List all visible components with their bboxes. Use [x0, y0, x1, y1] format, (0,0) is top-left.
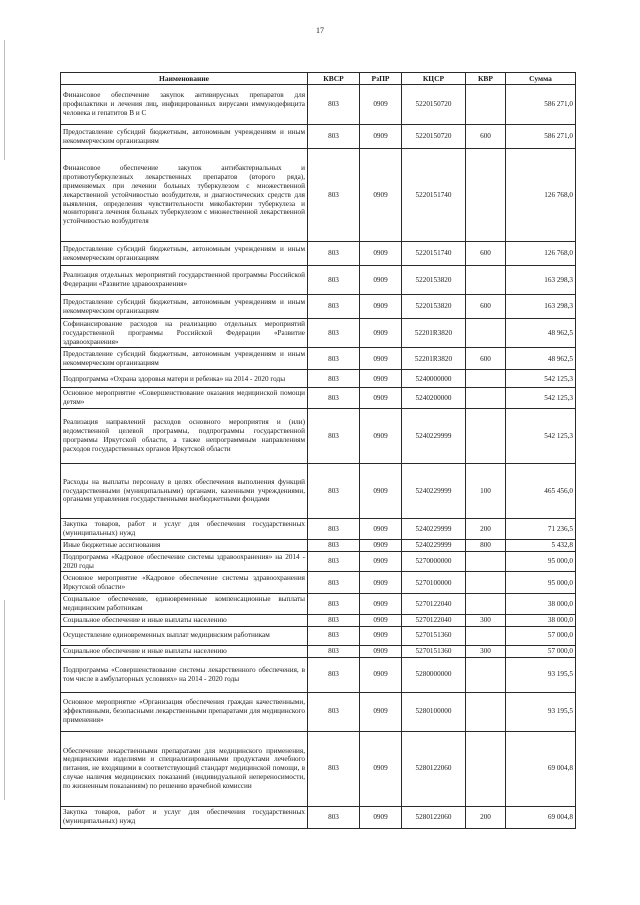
row-rzpr-cell: 0909	[360, 572, 402, 594]
budget-table	[60, 72, 576, 829]
row-name-cell: Расходы на выплаты персоналу в целях обеспечения выполнения функций государственными (муниципальными) органами, казенными учреждениями, органами управления государственными внебюджетными фондами	[61, 464, 308, 519]
row-rzpr-cell: 0909	[360, 464, 402, 519]
row-rzpr-cell: 0909	[360, 731, 402, 806]
row-kvr-cell: 200	[466, 519, 506, 540]
row-kvsr-cell: 803	[308, 409, 360, 464]
row-kvsr-cell: 803	[308, 594, 360, 615]
row-sum-cell: 93 195,5	[506, 692, 576, 731]
table-row	[61, 370, 576, 388]
row-kcsr-cell: 5240229999	[402, 519, 466, 540]
row-kvr-cell	[466, 85, 506, 125]
row-name-cell: Предоставление субсидий бюджетным, автономным учреждениям и иным некоммерческим организациям	[61, 348, 308, 370]
row-rzpr-cell: 0909	[360, 594, 402, 615]
row-kcsr-cell: 5240229999	[402, 540, 466, 552]
row-kvsr-cell: 803	[308, 806, 360, 828]
row-sum-cell: 57 000,0	[506, 626, 576, 645]
row-kvr-cell	[466, 594, 506, 615]
row-rzpr-cell: 0909	[360, 409, 402, 464]
row-kcsr-cell: 5240000000	[402, 370, 466, 388]
row-kcsr-cell: 5270000000	[402, 551, 466, 572]
row-kcsr-cell: 5270122040	[402, 614, 466, 626]
row-sum-cell: 586 271,0	[506, 85, 576, 125]
row-kvsr-cell: 803	[308, 731, 360, 806]
row-rzpr-cell: 0909	[360, 266, 402, 295]
row-kcsr-cell: 5280000000	[402, 657, 466, 692]
row-sum-cell: 5 432,8	[506, 540, 576, 552]
row-kcsr-cell: 5220153820	[402, 266, 466, 295]
row-kvsr-cell: 803	[308, 266, 360, 295]
row-kvr-cell	[466, 319, 506, 348]
row-kvr-cell	[466, 657, 506, 692]
row-sum-cell: 586 271,0	[506, 125, 576, 149]
row-kcsr-cell: 5280122060	[402, 731, 466, 806]
row-kvr-cell	[466, 149, 506, 242]
row-kcsr-cell: 52201R3820	[402, 319, 466, 348]
row-rzpr-cell: 0909	[360, 319, 402, 348]
row-sum-cell: 38 000,0	[506, 614, 576, 626]
row-kvr-cell	[466, 370, 506, 388]
table-row	[61, 295, 576, 319]
table-row	[61, 731, 576, 806]
row-kcsr-cell: 5220150720	[402, 125, 466, 149]
row-sum-cell: 126 768,0	[506, 149, 576, 242]
table-row	[61, 319, 576, 348]
row-rzpr-cell: 0909	[360, 85, 402, 125]
row-kvsr-cell: 803	[308, 645, 360, 657]
row-name-cell: Предоставление субсидий бюджетным, автономным учреждениям и иным некоммерческим организациям	[61, 125, 308, 149]
row-kvr-cell: 300	[466, 614, 506, 626]
row-sum-cell: 95 000,0	[506, 551, 576, 572]
row-kcsr-cell: 52201R3820	[402, 348, 466, 370]
row-kvsr-cell: 803	[308, 519, 360, 540]
row-kvr-cell	[466, 388, 506, 409]
page-number: 17	[316, 26, 324, 35]
row-kvsr-cell: 803	[308, 551, 360, 572]
row-kvr-cell: 300	[466, 645, 506, 657]
table-row	[61, 266, 576, 295]
row-sum-cell: 57 000,0	[506, 645, 576, 657]
row-kvsr-cell: 803	[308, 614, 360, 626]
row-kvr-cell	[466, 626, 506, 645]
row-kcsr-cell: 5240229999	[402, 409, 466, 464]
row-kvsr-cell: 803	[308, 626, 360, 645]
row-kcsr-cell: 5270151360	[402, 645, 466, 657]
table-row	[61, 85, 576, 125]
row-kvsr-cell: 803	[308, 464, 360, 519]
row-kvr-cell	[466, 731, 506, 806]
row-name-cell: Закупка товаров, работ и услуг для обеспечения государственных (муниципальных) нужд	[61, 806, 308, 828]
row-kvr-cell	[466, 266, 506, 295]
row-rzpr-cell: 0909	[360, 295, 402, 319]
row-kvr-cell	[466, 692, 506, 731]
row-name-cell: Предоставление субсидий бюджетным, автономным учреждениям и иным некоммерческим организациям	[61, 242, 308, 266]
row-name-cell: Социальное обеспечение, единовременные компенсационные выплаты медицинским работникам	[61, 594, 308, 615]
table-row	[61, 540, 576, 552]
row-name-cell: Реализация отдельных мероприятий государственной программы Российской Федерации «Развитие здравоохранения»	[61, 266, 308, 295]
row-name-cell: Предоставление субсидий бюджетным, автономным учреждениям и иным некоммерческим организациям	[61, 295, 308, 319]
row-kvr-cell: 600	[466, 348, 506, 370]
row-name-cell: Основное мероприятие «Кадровое обеспечение системы здравоохранения Иркутской области»	[61, 572, 308, 594]
row-rzpr-cell: 0909	[360, 388, 402, 409]
row-kvsr-cell: 803	[308, 85, 360, 125]
row-name-cell: Подпрограмма «Кадровое обеспечение системы здравоохранения» на 2014 - 2020 годы	[61, 551, 308, 572]
row-sum-cell: 542 125,3	[506, 370, 576, 388]
table-row	[61, 149, 576, 242]
row-name-cell: Подпрограмма «Охрана здоровья матери и ребенка» на 2014 - 2020 годы	[61, 370, 308, 388]
row-kcsr-cell: 5280122060	[402, 806, 466, 828]
row-kcsr-cell: 5220150720	[402, 85, 466, 125]
row-kcsr-cell: 5270122040	[402, 594, 466, 615]
row-kvr-cell: 100	[466, 464, 506, 519]
header-kvr: КВР	[466, 73, 506, 85]
row-kvr-cell: 600	[466, 295, 506, 319]
row-kvsr-cell: 803	[308, 242, 360, 266]
row-kvr-cell: 600	[466, 125, 506, 149]
row-kvr-cell	[466, 551, 506, 572]
row-rzpr-cell: 0909	[360, 519, 402, 540]
row-name-cell: Подпрограмма «Совершенствование системы лекарственного обеспечения, в том числе в амбулаторных условиях» на 2014 - 2020 годы	[61, 657, 308, 692]
table-row	[61, 594, 576, 615]
row-kcsr-cell: 5240229999	[402, 464, 466, 519]
row-name-cell: Основное мероприятие «Совершенствование оказания медицинской помощи детям»	[61, 388, 308, 409]
row-rzpr-cell: 0909	[360, 626, 402, 645]
row-name-cell: Социальное обеспечение и иные выплаты населению	[61, 614, 308, 626]
table-row	[61, 572, 576, 594]
row-rzpr-cell: 0909	[360, 149, 402, 242]
row-rzpr-cell: 0909	[360, 370, 402, 388]
row-sum-cell: 48 962,5	[506, 348, 576, 370]
row-rzpr-cell: 0909	[360, 540, 402, 552]
row-rzpr-cell: 0909	[360, 348, 402, 370]
header-rzpr: РзПР	[360, 73, 402, 85]
table-row	[61, 614, 576, 626]
table-row	[61, 242, 576, 266]
row-kvsr-cell: 803	[308, 370, 360, 388]
row-rzpr-cell: 0909	[360, 657, 402, 692]
row-sum-cell: 93 195,5	[506, 657, 576, 692]
table-row	[61, 409, 576, 464]
table-row	[61, 657, 576, 692]
row-sum-cell: 163 298,3	[506, 266, 576, 295]
row-name-cell: Социальное обеспечение и иные выплаты населению	[61, 645, 308, 657]
table-row	[61, 806, 576, 828]
row-name-cell: Осуществление единовременных выплат медицинским работникам	[61, 626, 308, 645]
row-kvr-cell	[466, 572, 506, 594]
row-kvr-cell: 200	[466, 806, 506, 828]
table-row	[61, 692, 576, 731]
row-kvsr-cell: 803	[308, 319, 360, 348]
row-name-cell: Софинансирование расходов на реализацию отдельных мероприятий государственной программы Российской Федерации «Развитие здравоохранения»	[61, 319, 308, 348]
row-name-cell: Обеспечение лекарственными препаратами для медицинского применения, медицинскими изделиями и специализированными продуктами лечебного питания, не входящими в соответствующий стандарт медицинской помощи, в случае наличия медицинских показаний (индивидуальной непереносимости, по жизненным показаниям) по решению врачебной комиссии	[61, 731, 308, 806]
row-sum-cell: 69 004,8	[506, 731, 576, 806]
table-row	[61, 125, 576, 149]
row-kvr-cell: 600	[466, 242, 506, 266]
row-kcsr-cell: 5220151740	[402, 149, 466, 242]
row-kvsr-cell: 803	[308, 125, 360, 149]
row-kvsr-cell: 803	[308, 540, 360, 552]
row-name-cell: Иные бюджетные ассигнования	[61, 540, 308, 552]
row-sum-cell: 163 298,3	[506, 295, 576, 319]
row-kvsr-cell: 803	[308, 657, 360, 692]
table-row	[61, 645, 576, 657]
row-rzpr-cell: 0909	[360, 806, 402, 828]
row-kcsr-cell: 5280100000	[402, 692, 466, 731]
row-rzpr-cell: 0909	[360, 692, 402, 731]
row-kcsr-cell: 5270100000	[402, 572, 466, 594]
row-kcsr-cell: 5220153820	[402, 295, 466, 319]
row-sum-cell: 69 004,8	[506, 806, 576, 828]
row-kvsr-cell: 803	[308, 348, 360, 370]
row-sum-cell: 465 456,0	[506, 464, 576, 519]
row-rzpr-cell: 0909	[360, 125, 402, 149]
header-sum: Сумма	[506, 73, 576, 85]
row-name-cell: Закупка товаров, работ и услуг для обеспечения государственных (муниципальных) нужд	[61, 519, 308, 540]
row-kvr-cell	[466, 409, 506, 464]
header-name: Наименование	[61, 73, 308, 85]
row-kvsr-cell: 803	[308, 692, 360, 731]
row-kvsr-cell: 803	[308, 149, 360, 242]
row-sum-cell: 542 125,3	[506, 409, 576, 464]
row-sum-cell: 542 125,3	[506, 388, 576, 409]
row-sum-cell: 71 236,5	[506, 519, 576, 540]
header-kvsr: КВСР	[308, 73, 360, 85]
table-row	[61, 519, 576, 540]
row-sum-cell: 95 000,0	[506, 572, 576, 594]
row-rzpr-cell: 0909	[360, 645, 402, 657]
scan-edge-mark	[4, 600, 5, 800]
row-kcsr-cell: 5270151360	[402, 626, 466, 645]
table-row	[61, 626, 576, 645]
row-kcsr-cell: 5220151740	[402, 242, 466, 266]
row-rzpr-cell: 0909	[360, 242, 402, 266]
table-row	[61, 348, 576, 370]
row-kvsr-cell: 803	[308, 388, 360, 409]
row-sum-cell: 126 768,0	[506, 242, 576, 266]
row-kvsr-cell: 803	[308, 295, 360, 319]
row-name-cell: Основное мероприятие «Организация обеспечения граждан качественными, эффективными, безопасными лекарственными препаратами для медицинского применения»	[61, 692, 308, 731]
table-row	[61, 551, 576, 572]
scan-edge-mark	[4, 40, 5, 160]
row-name-cell: Финансовое обеспечение закупок антивирусных препаратов для профилактики и лечения лиц, инфицированных вирусами иммунодефицита человека и гепатитов В и С	[61, 85, 308, 125]
table-header-row	[61, 73, 576, 85]
table-row	[61, 388, 576, 409]
row-sum-cell: 38 000,0	[506, 594, 576, 615]
row-kvsr-cell: 803	[308, 572, 360, 594]
row-name-cell: Финансовое обеспечение закупок антибактериальных и противотуберкулезных лекарственных препаратов (второго ряда), применяемых при лечении больных туберкулезом с множественной лекарственной устойчивостью возбудителя, и диагностических средств для выявления, определения чувствительности микобактерии туберкулеза и мониторинга лечения больных туберкулезом с множественной лекарственной устойчивостью возбудителя	[61, 149, 308, 242]
header-kcsr: КЦСР	[402, 73, 466, 85]
row-kcsr-cell: 5240200000	[402, 388, 466, 409]
row-rzpr-cell: 0909	[360, 551, 402, 572]
table-row	[61, 464, 576, 519]
row-rzpr-cell: 0909	[360, 614, 402, 626]
row-name-cell: Реализация направлений расходов основного мероприятия и (или) ведомственной целевой программы, подпрограммы государственной программы Иркутской области, а также непрограммным направлениям расходов государственных органов Иркутской области	[61, 409, 308, 464]
row-kvr-cell: 800	[466, 540, 506, 552]
row-sum-cell: 48 962,5	[506, 319, 576, 348]
